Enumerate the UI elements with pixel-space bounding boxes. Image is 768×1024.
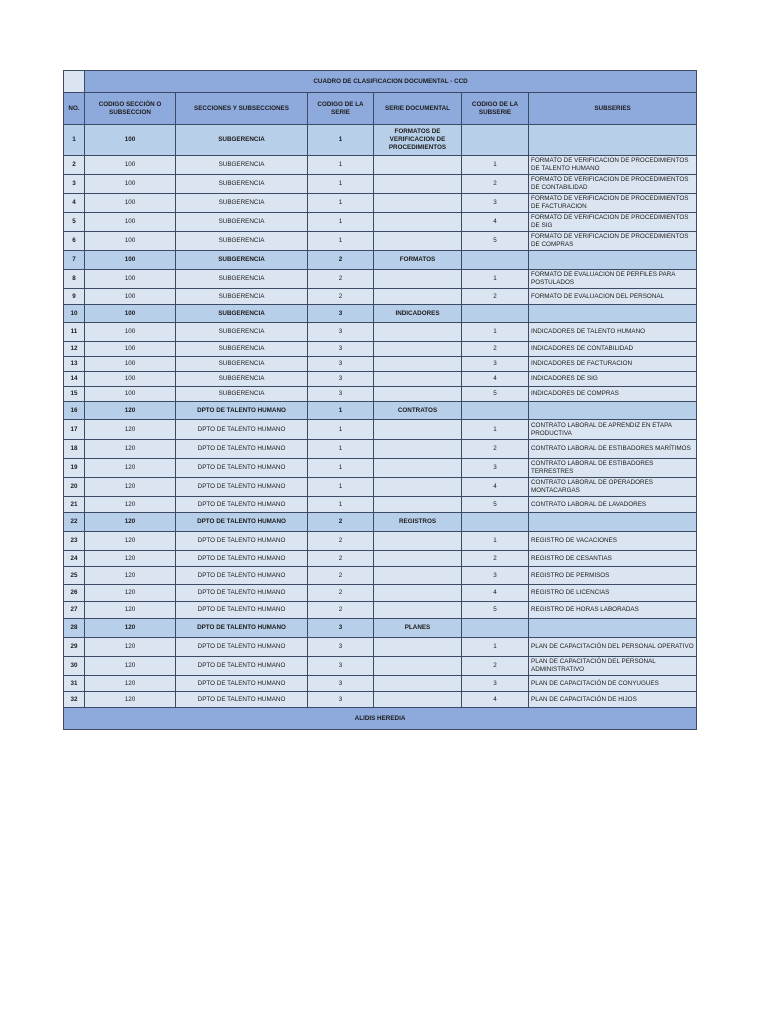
section-name-cell: DPTO DE TALENTO HUMANO (176, 478, 308, 497)
subseries-name-cell: REGISTRO DE PERMISOS (529, 567, 697, 585)
series-code-cell: 1 (308, 459, 374, 478)
section-code-cell: 120 (85, 657, 176, 676)
header-subseries: SUBSERIES (529, 93, 697, 125)
subseries-code-cell: 5 (462, 602, 529, 619)
table-row (64, 357, 697, 372)
subseries-name-cell: INDICADORES DE FACTURACION (529, 357, 697, 372)
subseries-code-cell: 4 (462, 692, 529, 708)
table-row (64, 602, 697, 619)
section-name-cell: DPTO DE TALENTO HUMANO (176, 567, 308, 585)
subseries-name-cell: REGISTRO DE VACACIONES (529, 532, 697, 551)
subseries-code-cell (462, 619, 529, 638)
series-code-cell: 1 (308, 156, 374, 175)
series-code-cell: 3 (308, 692, 374, 708)
table-row (64, 270, 697, 289)
row-number: 19 (64, 459, 85, 478)
series-code-cell: 2 (308, 532, 374, 551)
section-name-cell: DPTO DE TALENTO HUMANO (176, 692, 308, 708)
series-code-cell: 1 (308, 175, 374, 194)
section-name-cell: SUBGERENCIA (176, 357, 308, 372)
section-code-cell: 100 (85, 213, 176, 232)
subseries-code-cell: 2 (462, 657, 529, 676)
subseries-code-cell: 4 (462, 585, 529, 602)
table-row (64, 175, 697, 194)
subseries-name-cell: FORMATO DE VERIFICACION DE PROCEDIMIENTOS DE CONTABILIDAD (529, 175, 697, 194)
table-row (64, 213, 697, 232)
table-row-series (64, 251, 697, 270)
section-name-cell: SUBGERENCIA (176, 194, 308, 213)
series-name-cell (374, 459, 462, 478)
subseries-name-cell: INDICADORES DE CONTABILIDAD (529, 342, 697, 357)
table-row (64, 478, 697, 497)
subseries-code-cell: 1 (462, 323, 529, 342)
series-name-cell (374, 638, 462, 657)
section-code-cell: 100 (85, 372, 176, 387)
series-name-cell (374, 387, 462, 402)
subseries-name-cell: PLAN DE CAPACITACIÓN DEL PERSONAL OPERATIVO (529, 638, 697, 657)
subseries-name-cell: FORMATO DE VERIFICACION DE PROCEDIMIENTOS DE COMPRAS (529, 232, 697, 251)
table-row-series (64, 402, 697, 420)
table-row (64, 342, 697, 357)
subseries-name-cell: CONTRATO LABORAL DE OPERADORES MONTACARGAS (529, 478, 697, 497)
section-code-cell: 120 (85, 497, 176, 513)
section-code-cell: 100 (85, 125, 176, 156)
series-name-cell: CONTRATOS (374, 402, 462, 420)
row-number: 21 (64, 497, 85, 513)
section-code-cell: 120 (85, 551, 176, 567)
series-name-cell (374, 289, 462, 305)
row-number: 31 (64, 676, 85, 692)
section-name-cell: SUBGERENCIA (176, 323, 308, 342)
series-code-cell: 1 (308, 402, 374, 420)
subseries-code-cell: 2 (462, 289, 529, 305)
subseries-name-cell: INDICADORES DE TALENTO HUMANO (529, 323, 697, 342)
header-no: NO. (64, 93, 85, 125)
series-code-cell: 3 (308, 357, 374, 372)
row-number: 16 (64, 402, 85, 420)
subseries-code-cell: 2 (462, 175, 529, 194)
table-row (64, 440, 697, 459)
series-code-cell: 3 (308, 676, 374, 692)
subseries-code-cell: 1 (462, 420, 529, 440)
subseries-name-cell: REGISTRO DE CESANTIAS (529, 551, 697, 567)
subseries-name-cell (529, 125, 697, 156)
subseries-name-cell (529, 251, 697, 270)
row-number: 13 (64, 357, 85, 372)
subseries-code-cell (462, 125, 529, 156)
row-number: 23 (64, 532, 85, 551)
subseries-name-cell: FORMATO DE EVALUACION DEL PERSONAL (529, 289, 697, 305)
section-name-cell: SUBGERENCIA (176, 387, 308, 402)
section-name-cell: SUBGERENCIA (176, 270, 308, 289)
row-number: 4 (64, 194, 85, 213)
row-number: 32 (64, 692, 85, 708)
series-name-cell (374, 497, 462, 513)
series-code-cell: 1 (308, 497, 374, 513)
series-name-cell (374, 602, 462, 619)
series-code-cell: 3 (308, 323, 374, 342)
header-row (64, 93, 697, 125)
row-number: 27 (64, 602, 85, 619)
subseries-code-cell: 3 (462, 567, 529, 585)
row-number: 15 (64, 387, 85, 402)
subseries-code-cell (462, 251, 529, 270)
header-series-code: CODIGO DE LA SERIE (308, 93, 374, 125)
subseries-code-cell: 1 (462, 156, 529, 175)
series-name-cell (374, 175, 462, 194)
section-name-cell: DPTO DE TALENTO HUMANO (176, 497, 308, 513)
series-code-cell: 2 (308, 602, 374, 619)
section-name-cell: DPTO DE TALENTO HUMANO (176, 440, 308, 459)
series-name-cell (374, 156, 462, 175)
subseries-name-cell: FORMATO DE VERIFICACION DE PROCEDIMIENTOS DE FACTURACION (529, 194, 697, 213)
subseries-name-cell: PLAN DE CAPACITACIÓN DE CONYUGUES (529, 676, 697, 692)
series-name-cell (374, 692, 462, 708)
row-number: 30 (64, 657, 85, 676)
section-code-cell: 120 (85, 513, 176, 532)
subseries-code-cell: 4 (462, 213, 529, 232)
section-code-cell: 100 (85, 175, 176, 194)
subseries-name-cell: CONTRATO LABORAL DE ESTIBADORES MARÍTIMOS (529, 440, 697, 459)
row-number: 20 (64, 478, 85, 497)
section-name-cell: DPTO DE TALENTO HUMANO (176, 459, 308, 478)
series-name-cell (374, 342, 462, 357)
series-name-cell (374, 532, 462, 551)
subseries-code-cell: 3 (462, 459, 529, 478)
subseries-name-cell (529, 402, 697, 420)
section-name-cell: SUBGERENCIA (176, 232, 308, 251)
series-code-cell: 1 (308, 478, 374, 497)
header-section-code: CODIGO SECCIÓN O SUBSECCION (85, 93, 176, 125)
section-code-cell: 100 (85, 232, 176, 251)
section-code-cell: 120 (85, 478, 176, 497)
subseries-name-cell (529, 305, 697, 323)
section-name-cell: DPTO DE TALENTO HUMANO (176, 602, 308, 619)
table-row (64, 585, 697, 602)
section-code-cell: 100 (85, 156, 176, 175)
subseries-code-cell: 3 (462, 676, 529, 692)
row-number: 2 (64, 156, 85, 175)
table-row (64, 232, 697, 251)
series-name-cell: PLANES (374, 619, 462, 638)
row-number: 14 (64, 372, 85, 387)
series-code-cell: 2 (308, 289, 374, 305)
table-row (64, 372, 697, 387)
table-row (64, 420, 697, 440)
series-name-cell (374, 323, 462, 342)
table-row (64, 638, 697, 657)
section-code-cell: 120 (85, 532, 176, 551)
table-row (64, 692, 697, 708)
subseries-name-cell: REGISTRO DE HORAS LABORADAS (529, 602, 697, 619)
section-code-cell: 100 (85, 270, 176, 289)
subseries-code-cell (462, 513, 529, 532)
table-row (64, 532, 697, 551)
header-series: SERIE DOCUMENTAL (374, 93, 462, 125)
series-code-cell: 2 (308, 270, 374, 289)
row-number: 7 (64, 251, 85, 270)
series-name-cell (374, 270, 462, 289)
section-name-cell: SUBGERENCIA (176, 125, 308, 156)
table-row (64, 156, 697, 175)
subseries-code-cell: 2 (462, 551, 529, 567)
subseries-name-cell: FORMATO DE VERIFICACION DE PROCEDIMIENTOS DE SIG (529, 213, 697, 232)
section-name-cell: DPTO DE TALENTO HUMANO (176, 638, 308, 657)
section-name-cell: DPTO DE TALENTO HUMANO (176, 532, 308, 551)
section-code-cell: 100 (85, 323, 176, 342)
table-row (64, 657, 697, 676)
subseries-name-cell: FORMATO DE EVALUACION DE PERFILES PARA POSTULADOS (529, 270, 697, 289)
section-name-cell: SUBGERENCIA (176, 156, 308, 175)
series-name-cell (374, 585, 462, 602)
series-name-cell (374, 657, 462, 676)
section-code-cell: 100 (85, 194, 176, 213)
series-code-cell: 2 (308, 551, 374, 567)
series-name-cell: INDICADORES (374, 305, 462, 323)
subseries-code-cell: 5 (462, 387, 529, 402)
series-name-cell (374, 478, 462, 497)
row-number: 9 (64, 289, 85, 305)
row-number: 17 (64, 420, 85, 440)
subseries-name-cell: PLAN DE CAPACITACIÓN DE HIJOS (529, 692, 697, 708)
section-code-cell: 100 (85, 342, 176, 357)
subseries-code-cell: 5 (462, 232, 529, 251)
ccd-table (63, 70, 697, 730)
section-name-cell: DPTO DE TALENTO HUMANO (176, 402, 308, 420)
table-row-series (64, 125, 697, 156)
table-row (64, 551, 697, 567)
document-title: CUADRO DE CLASIFICACION DOCUMENTAL - CCD (85, 71, 697, 93)
series-code-cell: 3 (308, 387, 374, 402)
section-name-cell: DPTO DE TALENTO HUMANO (176, 676, 308, 692)
row-number: 22 (64, 513, 85, 532)
author-footer: ALIDIS HEREDIA (64, 708, 697, 730)
section-name-cell: SUBGERENCIA (176, 372, 308, 387)
subseries-name-cell: INDICADORES DE SIG (529, 372, 697, 387)
row-number: 29 (64, 638, 85, 657)
section-code-cell: 120 (85, 676, 176, 692)
series-code-cell: 1 (308, 440, 374, 459)
subseries-name-cell (529, 513, 697, 532)
section-code-cell: 120 (85, 619, 176, 638)
section-name-cell: SUBGERENCIA (176, 289, 308, 305)
series-name-cell: REGISTROS (374, 513, 462, 532)
table-row-series (64, 305, 697, 323)
section-code-cell: 120 (85, 585, 176, 602)
table-row-series (64, 513, 697, 532)
row-number: 28 (64, 619, 85, 638)
section-name-cell: DPTO DE TALENTO HUMANO (176, 657, 308, 676)
subseries-code-cell: 5 (462, 497, 529, 513)
section-code-cell: 120 (85, 692, 176, 708)
series-code-cell: 1 (308, 420, 374, 440)
section-name-cell: DPTO DE TALENTO HUMANO (176, 551, 308, 567)
row-number: 8 (64, 270, 85, 289)
table-row (64, 289, 697, 305)
subseries-name-cell: CONTRATO LABORAL DE APRENDIZ EN ETAPA PRODUCTIVA (529, 420, 697, 440)
subseries-name-cell: PLAN DE CAPACITACIÓN DEL PERSONAL ADMINISTRATIVO (529, 657, 697, 676)
subseries-code-cell: 1 (462, 270, 529, 289)
row-number: 25 (64, 567, 85, 585)
section-code-cell: 120 (85, 459, 176, 478)
series-code-cell: 3 (308, 657, 374, 676)
series-name-cell (374, 194, 462, 213)
row-number: 10 (64, 305, 85, 323)
subseries-code-cell (462, 402, 529, 420)
series-name-cell (374, 420, 462, 440)
section-code-cell: 120 (85, 602, 176, 619)
table-row-series (64, 619, 697, 638)
subseries-name-cell: CONTRATO LABORAL DE ESTIBADORES TERRESTRES (529, 459, 697, 478)
subseries-code-cell: 2 (462, 440, 529, 459)
section-name-cell: DPTO DE TALENTO HUMANO (176, 513, 308, 532)
series-name-cell (374, 440, 462, 459)
header-sections: SECCIONES Y SUBSECCIONES (176, 93, 308, 125)
row-number: 24 (64, 551, 85, 567)
table-row (64, 194, 697, 213)
subseries-name-cell: REGISTRO DE LICENCIAS (529, 585, 697, 602)
section-name-cell: SUBGERENCIA (176, 305, 308, 323)
table-row (64, 323, 697, 342)
series-code-cell: 3 (308, 619, 374, 638)
row-number: 26 (64, 585, 85, 602)
footer-row (64, 708, 697, 730)
section-name-cell: SUBGERENCIA (176, 213, 308, 232)
row-number: 6 (64, 232, 85, 251)
section-code-cell: 100 (85, 251, 176, 270)
series-code-cell: 2 (308, 585, 374, 602)
subseries-name-cell: INDICADORES DE COMPRAS (529, 387, 697, 402)
row-number: 11 (64, 323, 85, 342)
subseries-code-cell: 1 (462, 638, 529, 657)
row-number: 5 (64, 213, 85, 232)
row-number: 18 (64, 440, 85, 459)
series-name-cell: FORMATOS DE VERIFICACION DE PROCEDIMIENTOS (374, 125, 462, 156)
series-code-cell: 2 (308, 513, 374, 532)
subseries-code-cell: 1 (462, 532, 529, 551)
subseries-name-cell: FORMATO DE VERIFICACION DE PROCEDIMIENTOS DE TALENTO HUMANO (529, 156, 697, 175)
series-name-cell (374, 567, 462, 585)
section-code-cell: 120 (85, 420, 176, 440)
series-code-cell: 1 (308, 232, 374, 251)
series-code-cell: 2 (308, 251, 374, 270)
subseries-code-cell: 3 (462, 194, 529, 213)
subseries-name-cell (529, 619, 697, 638)
section-code-cell: 100 (85, 357, 176, 372)
table-row (64, 459, 697, 478)
row-number: 12 (64, 342, 85, 357)
subseries-code-cell: 3 (462, 357, 529, 372)
table-row (64, 567, 697, 585)
row-number: 3 (64, 175, 85, 194)
subseries-code-cell: 4 (462, 478, 529, 497)
title-row (64, 71, 697, 93)
series-name-cell (374, 232, 462, 251)
series-code-cell: 1 (308, 125, 374, 156)
section-name-cell: DPTO DE TALENTO HUMANO (176, 585, 308, 602)
series-code-cell: 3 (308, 305, 374, 323)
section-name-cell: DPTO DE TALENTO HUMANO (176, 420, 308, 440)
subseries-code-cell: 4 (462, 372, 529, 387)
series-code-cell: 2 (308, 567, 374, 585)
series-code-cell: 1 (308, 213, 374, 232)
series-name-cell (374, 357, 462, 372)
subseries-code-cell: 2 (462, 342, 529, 357)
section-code-cell: 100 (85, 289, 176, 305)
section-name-cell: SUBGERENCIA (176, 342, 308, 357)
series-name-cell: FORMATOS (374, 251, 462, 270)
series-name-cell (374, 676, 462, 692)
section-code-cell: 120 (85, 440, 176, 459)
section-name-cell: DPTO DE TALENTO HUMANO (176, 619, 308, 638)
section-name-cell: SUBGERENCIA (176, 175, 308, 194)
series-name-cell (374, 372, 462, 387)
section-code-cell: 100 (85, 387, 176, 402)
series-code-cell: 1 (308, 194, 374, 213)
series-code-cell: 3 (308, 372, 374, 387)
section-name-cell: SUBGERENCIA (176, 251, 308, 270)
section-code-cell: 120 (85, 638, 176, 657)
section-code-cell: 120 (85, 567, 176, 585)
series-code-cell: 3 (308, 638, 374, 657)
table-row (64, 497, 697, 513)
series-name-cell (374, 213, 462, 232)
subseries-code-cell (462, 305, 529, 323)
header-subseries-code: CODIGO DE LA SUBSERIE (462, 93, 529, 125)
section-code-cell: 120 (85, 402, 176, 420)
table-row (64, 387, 697, 402)
table-row (64, 676, 697, 692)
subseries-name-cell: CONTRATO LABORAL DE LAVADORES (529, 497, 697, 513)
section-code-cell: 100 (85, 305, 176, 323)
row-number: 1 (64, 125, 85, 156)
series-code-cell: 3 (308, 342, 374, 357)
series-name-cell (374, 551, 462, 567)
title-corner-cell (64, 71, 85, 93)
